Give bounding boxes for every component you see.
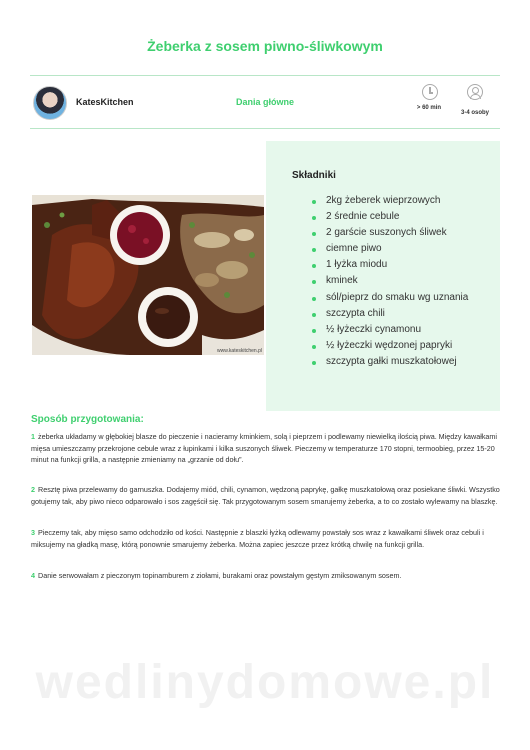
header-divider-bottom: [30, 128, 500, 129]
ingredient-item: szczypta gałki muszkatołowej: [304, 354, 468, 370]
ingredient-item: ½ łyżeczki cynamonu: [304, 322, 468, 338]
step-text: Resztę piwa przelewamy do garnuszka. Dodajemy miód, chili, cynamon, wędzoną paprykę, gałkę muszkatołową oraz posiekane śliwki. Wszystko gotujemy tak, aby piwo nieco odparowało i sos zagęścił się. Tak przygotowanym sosem smarujemy żeberka, a to co zostało wylewamy na blaszkę.: [31, 485, 500, 506]
ingredient-item: kminek: [304, 273, 468, 289]
step-text: żeberka układamy w głębokiej blasze do pieczenie i nacieramy kminkiem, solą i pieprzem i podlewamy niewielką ilością piwa. Między kawałkami mięsa umieszczamy przekrojone cebule wraz z łupinkami i kilka suszonych śliwek. Pieczemy w temperaturze 170 stopni, termoobieg, przez 15-20 minut na funkcji grilla, a następnie zmieniamy na „grzanie od dołu”.: [31, 432, 497, 465]
recipe-category[interactable]: Dania główne: [236, 97, 295, 107]
servings: 3-4 osoby: [460, 110, 489, 116]
recipe-photo: [32, 195, 264, 355]
ingredient-item: ciemne piwo: [304, 241, 468, 257]
header-divider-top: [30, 75, 500, 76]
step-number: 1: [31, 432, 35, 441]
method-step: [31, 527, 501, 550]
person-icon: [467, 84, 483, 100]
author-avatar[interactable]: [33, 86, 67, 120]
ingredient-item: szczypta chili: [304, 306, 468, 322]
prep-time: > 60 min: [416, 105, 442, 111]
step-text: Pieczemy tak, aby mięso samo odchodziło od kości. Następnie z blaszki łyżką odlewamy powstały sos wraz z kawałkami śliwek oraz cebuli i miksujemy na gładką masę, którą ponownie smarujemy żeberka. Można zapiec jeszcze przez krótką chwilę na funkcji grilla.: [31, 528, 484, 549]
ingredient-item: 2 garście suszonych śliwek: [304, 225, 468, 241]
author-name[interactable]: KatesKitchen: [76, 97, 134, 107]
step-number: 2: [31, 485, 35, 494]
method-step: [31, 484, 501, 507]
clock-icon: [422, 84, 438, 100]
step-number: 3: [31, 528, 35, 537]
ingredients-list: [304, 193, 468, 370]
step-text: Danie serwowałam z pieczonym topinamburem z ziołami, burakami oraz powstałym gęstym zmiksowanym sosem.: [38, 571, 402, 580]
method-step: [31, 431, 501, 466]
recipe-title: Żeberka z sosem piwno-śliwkowym: [147, 38, 383, 54]
photo-watermark: www.kateskitchen.pl: [216, 348, 262, 354]
ingredient-item: 2 średnie cebule: [304, 209, 468, 225]
ingredient-item: ½ łyżeczki wędzonej papryki: [304, 338, 468, 354]
ingredients-title: Składniki: [292, 170, 336, 181]
ingredient-item: 2kg żeberek wieprzowych: [304, 193, 468, 209]
method-step: [31, 570, 501, 582]
site-watermark: wedlinydomowe.pl: [35, 656, 495, 709]
ingredient-item: 1 łyżka miodu: [304, 257, 468, 273]
method-title: Sposób przygotowania:: [31, 414, 144, 425]
step-number: 4: [31, 571, 35, 580]
ingredient-item: sól/pieprz do smaku wg uznania: [304, 290, 468, 306]
